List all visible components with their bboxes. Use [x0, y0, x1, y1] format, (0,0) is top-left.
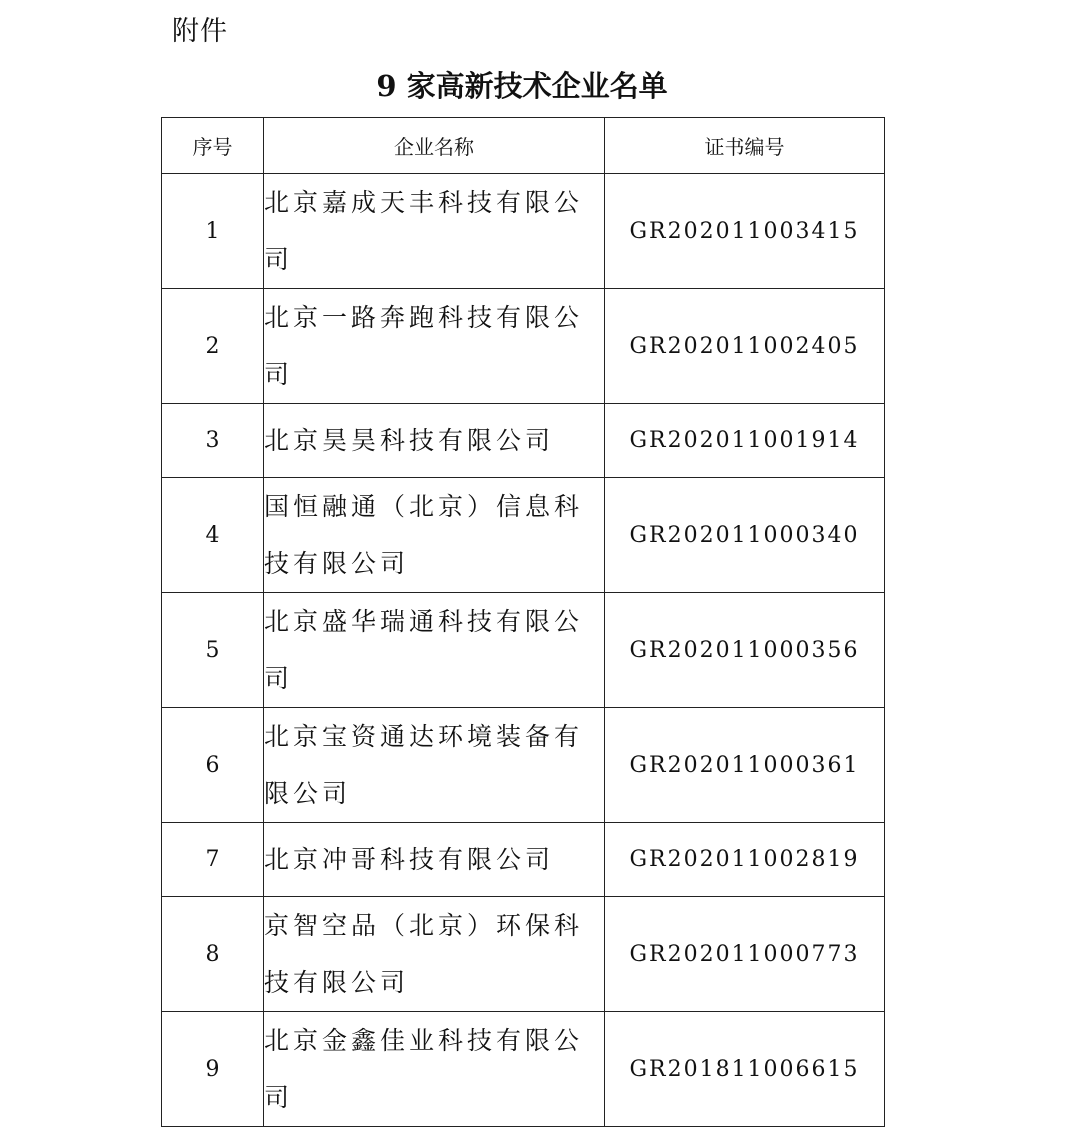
row-cert-number: GR202011003415 [605, 174, 885, 289]
row-company-name: 国恒融通（北京）信息科技有限公司 [264, 478, 605, 593]
header-cert-number: 证书编号 [605, 118, 885, 174]
table-header-row [162, 118, 885, 174]
row-company-name: 北京盛华瑞通科技有限公司 [264, 593, 605, 708]
row-seq: 2 [162, 289, 264, 404]
row-company-name: 北京宝资通达环境装备有限公司 [264, 708, 605, 823]
table-row [162, 404, 885, 478]
row-company-name: 北京嘉成天丰科技有限公司 [264, 174, 605, 289]
table-row [162, 708, 885, 823]
row-cert-number: GR202011000361 [605, 708, 885, 823]
row-cert-number: GR201811006615 [605, 1012, 885, 1127]
company-table [161, 117, 885, 1127]
table-row [162, 593, 885, 708]
row-cert-number: GR202011000356 [605, 593, 885, 708]
row-company-name: 北京金鑫佳业科技有限公司 [264, 1012, 605, 1127]
row-seq: 4 [162, 478, 264, 593]
row-seq: 6 [162, 708, 264, 823]
row-seq: 9 [162, 1012, 264, 1127]
row-company-name: 北京一路奔跑科技有限公司 [264, 289, 605, 404]
row-cert-number: GR202011001914 [605, 404, 885, 478]
row-cert-number: GR202011000773 [605, 897, 885, 1012]
row-cert-number: GR202011000340 [605, 478, 885, 593]
row-seq: 1 [162, 174, 264, 289]
table-row [162, 289, 885, 404]
table-row [162, 897, 885, 1012]
row-cert-number: GR202011002405 [605, 289, 885, 404]
table-row [162, 478, 885, 593]
header-company-name: 企业名称 [264, 118, 605, 174]
table-row [162, 174, 885, 289]
row-company-name: 京智空品（北京）环保科技有限公司 [264, 897, 605, 1012]
row-seq: 7 [162, 823, 264, 897]
header-seq: 序号 [162, 118, 264, 174]
table-row [162, 1012, 885, 1127]
row-company-name: 北京昊昊科技有限公司 [264, 404, 605, 478]
row-seq: 8 [162, 897, 264, 1012]
table-row [162, 823, 885, 897]
page-title: 9 家高新技术企业名单 [376, 69, 668, 103]
row-seq: 3 [162, 404, 264, 478]
row-seq: 5 [162, 593, 264, 708]
row-company-name: 北京冲哥科技有限公司 [264, 823, 605, 897]
attachment-label: 附件 [172, 16, 228, 47]
row-cert-number: GR202011002819 [605, 823, 885, 897]
